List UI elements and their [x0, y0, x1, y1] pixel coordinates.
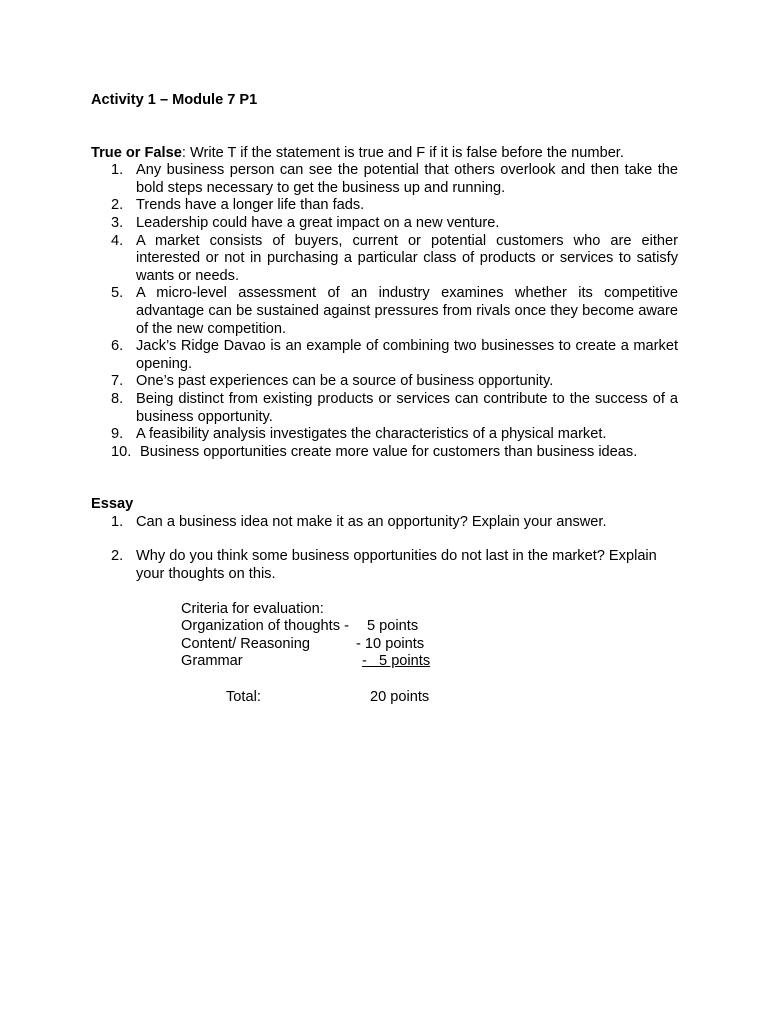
item-number: 1. — [111, 513, 124, 530]
item-number: 1. — [111, 162, 124, 179]
criteria-label: Grammar — [181, 653, 243, 670]
criteria-heading: Criteria for evaluation: — [181, 600, 324, 617]
criteria-row — [181, 636, 678, 654]
item-text: A market consists of buyers, current or potential customers who are either interested or not in purchasing a particular class of products or services to satisfy wants or needs. — [136, 232, 678, 284]
item-number: 9. — [111, 426, 124, 443]
item-number: 2. — [111, 548, 124, 565]
criteria-row — [181, 653, 678, 671]
list-item — [91, 285, 678, 338]
list-item — [91, 233, 678, 286]
essay-list — [91, 514, 678, 584]
criteria-label: Content/ Reasoning — [181, 635, 310, 652]
item-text: Why do you think some business opportunities do not last in the market? Explain your thoughts on this. — [136, 548, 657, 583]
criteria-label: Organization of thoughts - — [181, 618, 349, 635]
true-false-list — [91, 162, 678, 461]
item-text: Jack’s Ridge Davao is an example of combining two businesses to create a market opening. — [136, 338, 678, 372]
page-title: Activity 1 – Module 7 P1 — [91, 92, 258, 108]
item-number: 2. — [111, 197, 124, 214]
item-number: 10. — [111, 443, 132, 460]
item-number: 7. — [111, 373, 124, 390]
true-false-instruction-text: : Write T if the statement is true and F if it is false before the number. — [181, 144, 624, 161]
list-item — [91, 514, 678, 532]
criteria-points: - 10 points — [356, 635, 425, 652]
item-text: Leadership could have a great impact on a new venture. — [136, 214, 500, 231]
item-text: Any business person can see the potential that others overlook and then take the bold steps necessary to get the business up and running. — [136, 162, 678, 196]
criteria-points: - 5 points — [362, 653, 431, 670]
list-item — [91, 426, 678, 444]
document-page — [91, 92, 678, 706]
total-points: 20 points — [370, 688, 430, 705]
list-item — [91, 197, 678, 215]
item-number: 4. — [111, 232, 124, 249]
total-label: Total: — [226, 688, 261, 705]
item-text: A micro-level assessment of an industry examines whether its competitive advantage can be sustained against pressures from rivals once they become aware of the new competition. — [136, 285, 678, 337]
list-item — [91, 391, 678, 426]
item-text: A feasibility analysis investigates the characteristics of a physical market. — [136, 426, 607, 443]
criteria-points: 5 points — [367, 618, 419, 635]
item-number: 5. — [111, 285, 124, 302]
list-item — [91, 338, 678, 373]
criteria-row — [181, 618, 678, 636]
list-item — [91, 548, 678, 583]
list-item — [91, 215, 678, 233]
item-number: 8. — [111, 390, 124, 407]
item-text: One’s past experiences can be a source of business opportunity. — [136, 373, 554, 390]
item-text: Can a business idea not make it as an opportunity? Explain your answer. — [136, 513, 607, 530]
item-number: 6. — [111, 338, 124, 355]
list-item — [91, 162, 678, 197]
true-false-heading: True or False — [91, 144, 182, 161]
criteria-total-row — [181, 689, 678, 707]
evaluation-criteria — [181, 601, 678, 707]
list-item — [91, 444, 678, 462]
item-text: Trends have a longer life than fads. — [136, 197, 365, 214]
item-text: Business opportunities create more value for customers than business ideas. — [140, 443, 638, 460]
true-false-instructions — [91, 145, 678, 163]
list-item — [91, 373, 678, 391]
item-number: 3. — [111, 214, 124, 231]
essay-heading: Essay — [91, 496, 134, 513]
item-text: Being distinct from existing products or services can contribute to the success of a business opportunity. — [136, 390, 678, 425]
